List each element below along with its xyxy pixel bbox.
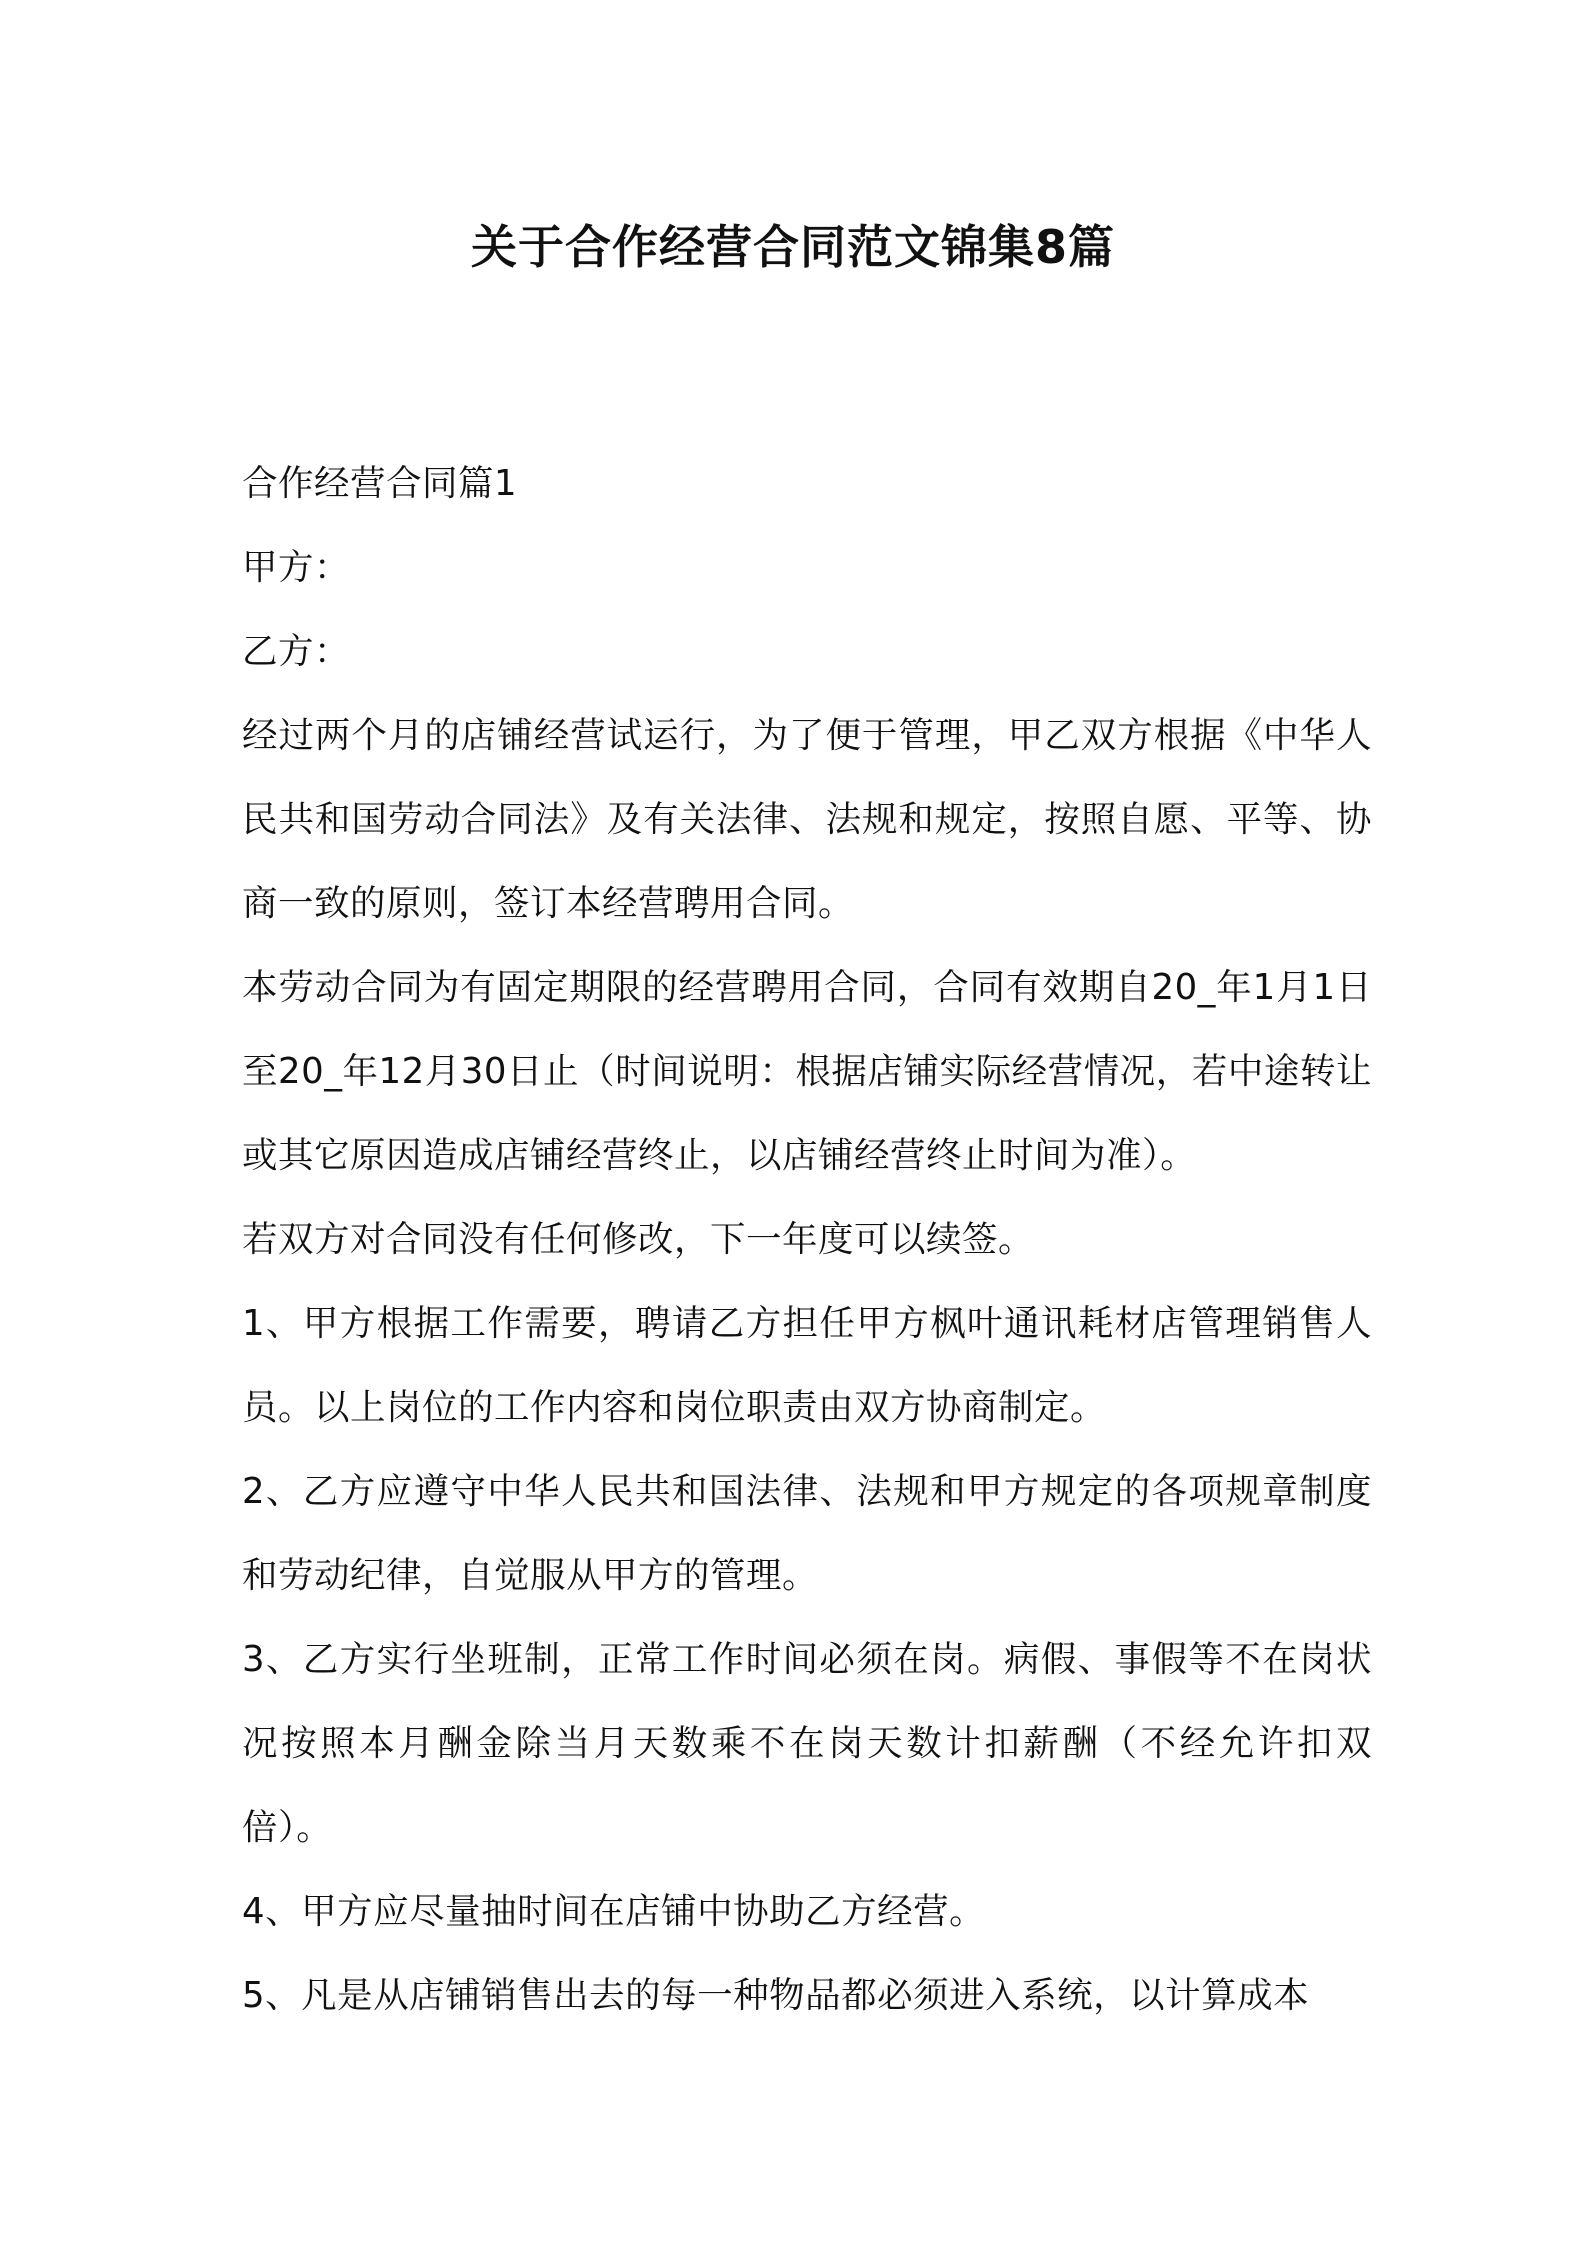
clause-4: 4、甲方应尽量抽时间在店铺中协助乙方经营。 bbox=[242, 1891, 986, 1932]
document-body bbox=[242, 442, 1372, 2038]
clause-3: 3、乙方实行坐班制，正常工作时间必须在岗。病假、事假等不在岗状况按照本月酬金除当月天数乘不在岗天数计扣薪酬（不经允许扣双倍）。 bbox=[242, 1639, 1372, 1848]
clause-5: 5、凡是从店铺销售出去的每一种物品都必须进入系统，以计算成本 bbox=[242, 1975, 1310, 2016]
party-a-line: 甲方： bbox=[242, 547, 351, 588]
section-heading: 合作经营合同篇1 bbox=[242, 463, 518, 504]
clause-1: 1、甲方根据工作需要，聘请乙方担任甲方枫叶通讯耗材店管理销售人员。以上岗位的工作内容和岗位职责由双方协商制定。 bbox=[242, 1303, 1372, 1428]
paragraph-renewal: 若双方对合同没有任何修改，下一年度可以续签。 bbox=[242, 1219, 1035, 1260]
party-b-line: 乙方： bbox=[242, 631, 351, 672]
document-title: 关于合作经营合同范文锦集8篇 bbox=[470, 220, 1115, 274]
clause-2: 2、乙方应遵守中华人民共和国法律、法规和甲方规定的各项规章制度和劳动纪律，自觉服从甲方的管理。 bbox=[242, 1471, 1372, 1596]
paragraph-term: 本劳动合同为有固定期限的经营聘用合同，合同有效期自20_年1月1日至20_年12月30日止（时间说明：根据店铺实际经营情况，若中途转让或其它原因造成店铺经营终止，以店铺经营终止时间为准）。 bbox=[242, 967, 1372, 1176]
paragraph-intro: 经过两个月的店铺经营试运行，为了便于管理，甲乙双方根据《中华人民共和国劳动合同法》及有关法律、法规和规定，按照自愿、平等、协商一致的原则，签订本经营聘用合同。 bbox=[242, 715, 1372, 924]
